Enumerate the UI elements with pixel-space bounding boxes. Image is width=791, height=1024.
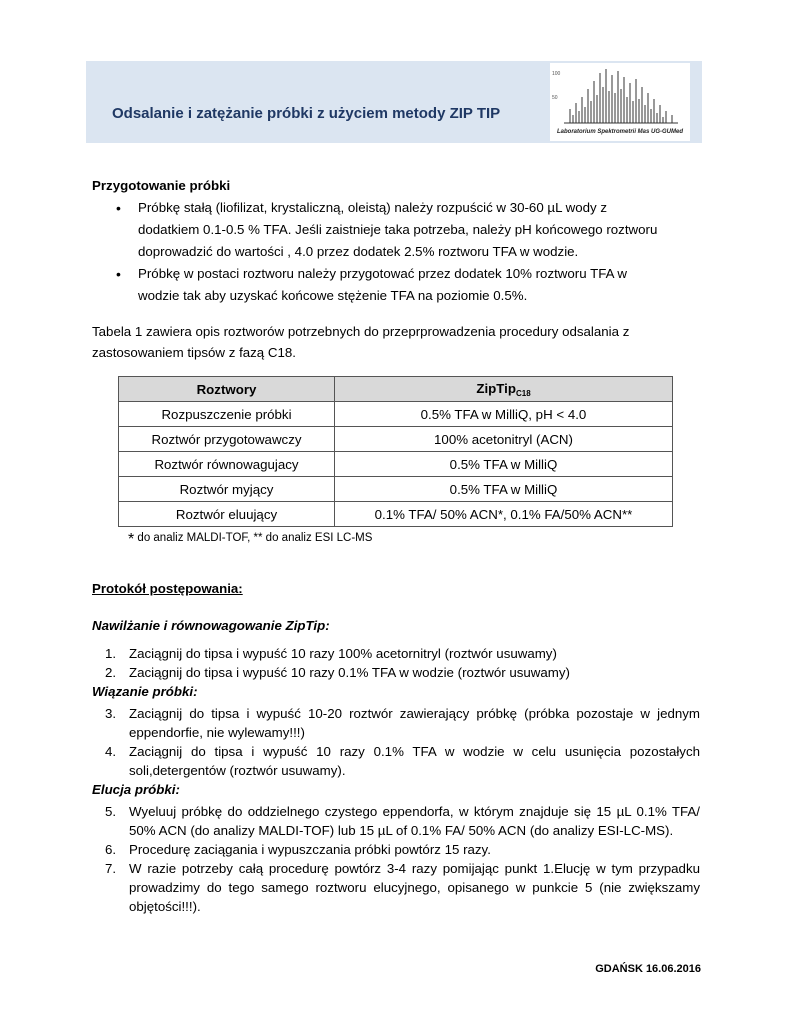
- bullet-2-line-1: • Próbkę w postaci roztworu należy przygotować przez dodatek 10% roztworu TFA w: [138, 266, 628, 281]
- protocol-title: Protokół postępowania:: [92, 581, 243, 596]
- table-row: [119, 502, 673, 527]
- table-row: [119, 452, 673, 477]
- step-number: 5.: [105, 804, 117, 819]
- logo-caption: Laboratorium Spektrometrii Mas UG-GUMed: [556, 129, 684, 135]
- table-row: [119, 427, 673, 452]
- table-header-row: [119, 377, 673, 402]
- ziptip-subscript: C18: [515, 388, 531, 398]
- list-item: [92, 644, 700, 663]
- table-row: [119, 402, 673, 427]
- preparation-title: Przygotowanie próbki: [92, 178, 231, 193]
- ziptip-label: ZipTip: [476, 380, 516, 396]
- document-title: Odsalanie i zatężanie próbki z użyciem metody ZIP TIP: [112, 105, 501, 122]
- table-row: [119, 477, 673, 502]
- solution-name: Roztwór przygotowawczy: [119, 427, 335, 452]
- step-number: 3.: [105, 706, 117, 721]
- steps-list-2: [92, 704, 700, 780]
- bullet-1-line-3: doprowadzić do wartości , 4.0 przez dodatek 2.5% roztworu TFA w wodzie.: [138, 244, 579, 259]
- document-header: [86, 61, 702, 143]
- step-number: 7.: [105, 861, 117, 876]
- footer-date: GDAŃSK 16.06.2016: [595, 963, 701, 975]
- step-text: Procedurę zaciągania i wypuszczania próbki powtórz 15 razy.: [129, 842, 491, 857]
- solution-name: Rozpuszczenie próbki: [119, 402, 335, 427]
- mass-spectrum-logo-graphic: [550, 63, 690, 129]
- solution-value: 0.1% TFA/ 50% ACN*, 0.1% FA/50% ACN**: [335, 502, 673, 527]
- list-item: [92, 742, 700, 780]
- bullet-2-line-2: wodzie tak aby uzyskać końcowe stężenie TFA na poziomie 0.5%.: [138, 288, 528, 303]
- protocol-section: [92, 579, 700, 916]
- solution-value: 100% acetonitryl (ACN): [335, 427, 673, 452]
- footnote-text: do analiz MALDI-TOF, ** do analiz ESI LC-MS: [134, 532, 373, 544]
- steps-list-1: [92, 644, 700, 682]
- solutions-table: [118, 376, 673, 527]
- column-header-ziptip: [335, 377, 673, 402]
- list-item: [92, 197, 704, 263]
- step-text: Zaciągnij do tipsa i wypuść 10 razy 0.1% TFA w wodzie (roztwór usuwamy): [129, 665, 570, 680]
- table-intro: [92, 321, 704, 363]
- step-text: Zaciągnij do tipsa i wypuść 10 razy 100% acetornitryl (roztwór usuwamy): [129, 646, 557, 661]
- intro-line-2: zastosowaniem tipsów z fazą C18.: [92, 345, 296, 360]
- preparation-section: [92, 175, 704, 363]
- lab-logo: [550, 63, 690, 141]
- list-item: [92, 704, 700, 742]
- protocol-subheading-2: Wiązanie próbki:: [92, 684, 198, 699]
- svg-text:100: 100: [552, 71, 561, 77]
- solution-value: 0.5% TFA w MilliQ, pH < 4.0: [335, 402, 673, 427]
- table-footnote: [128, 531, 372, 549]
- list-item: [92, 263, 704, 307]
- svg-text:50: 50: [552, 95, 558, 101]
- step-number: 6.: [105, 842, 117, 857]
- list-item: [92, 840, 700, 859]
- protocol-subheading-1: Nawilżanie i równowagowanie ZipTip:: [92, 618, 330, 633]
- step-text: Zaciągnij do tipsa i wypuść 10 razy 0.1% TFA w wodzie w celu usunięcia pozostałych soli,detergentów (roztwór usuwamy).: [129, 744, 700, 778]
- list-item: [92, 802, 700, 840]
- list-item: [92, 859, 700, 916]
- step-text: Zaciągnij do tipsa i wypuść 10-20 roztwór zawierający próbkę (próbka pozostaje w jednym eppendorfie, nie wylewamy!!!): [129, 706, 700, 740]
- bullet-1-line-1: • Próbkę stałą (liofilizat, krystaliczną, oleistą) należy rozpuścić w 30-60 µL wody z: [138, 200, 608, 215]
- steps-list-3: [92, 802, 700, 916]
- solution-value: 0.5% TFA w MilliQ: [335, 477, 673, 502]
- solution-value: 0.5% TFA w MilliQ: [335, 452, 673, 477]
- column-header-solutions: Roztwory: [119, 377, 335, 402]
- bullet-1-line-2: dodatkiem 0.1-0.5 % TFA. Jeśli zaistnieje taka potrzeba, należy pH końcowego roztworu: [138, 222, 658, 237]
- step-text: Wyeluuj próbkę do oddzielnego czystego eppendorfa, w którym znajduje się 15 µL 0.1% TFA/ 50% ACN (do analizy MALDI-TOF) lub 15 µL of 0.1% FA/ 50% ACN (do analizy ESI-LC-MS).: [129, 804, 700, 838]
- preparation-list: [92, 197, 704, 307]
- solution-name: Roztwór myjący: [119, 477, 335, 502]
- footnote-star: *: [128, 531, 135, 548]
- step-number: 1.: [105, 646, 117, 661]
- list-item: [92, 663, 700, 682]
- intro-line-1: Tabela 1 zawiera opis roztworów potrzebnych do przeprprowadzenia procedury odsalania z: [92, 324, 630, 339]
- solution-name: Roztwór równowagujacy: [119, 452, 335, 477]
- step-number: 4.: [105, 744, 117, 759]
- step-text: W razie potrzeby całą procedurę powtórz 3-4 razy pomijając punkt 1.Elucję w tym przypadku prowadzimy do tego samego roztworu elucyjnego, opisanego w punkcie 5 (nie zwiększamy objętości!!!).: [129, 861, 700, 914]
- solution-name: Roztwór eluujący: [119, 502, 335, 527]
- protocol-subheading-3: Elucja próbki:: [92, 782, 180, 797]
- step-number: 2.: [105, 665, 117, 680]
